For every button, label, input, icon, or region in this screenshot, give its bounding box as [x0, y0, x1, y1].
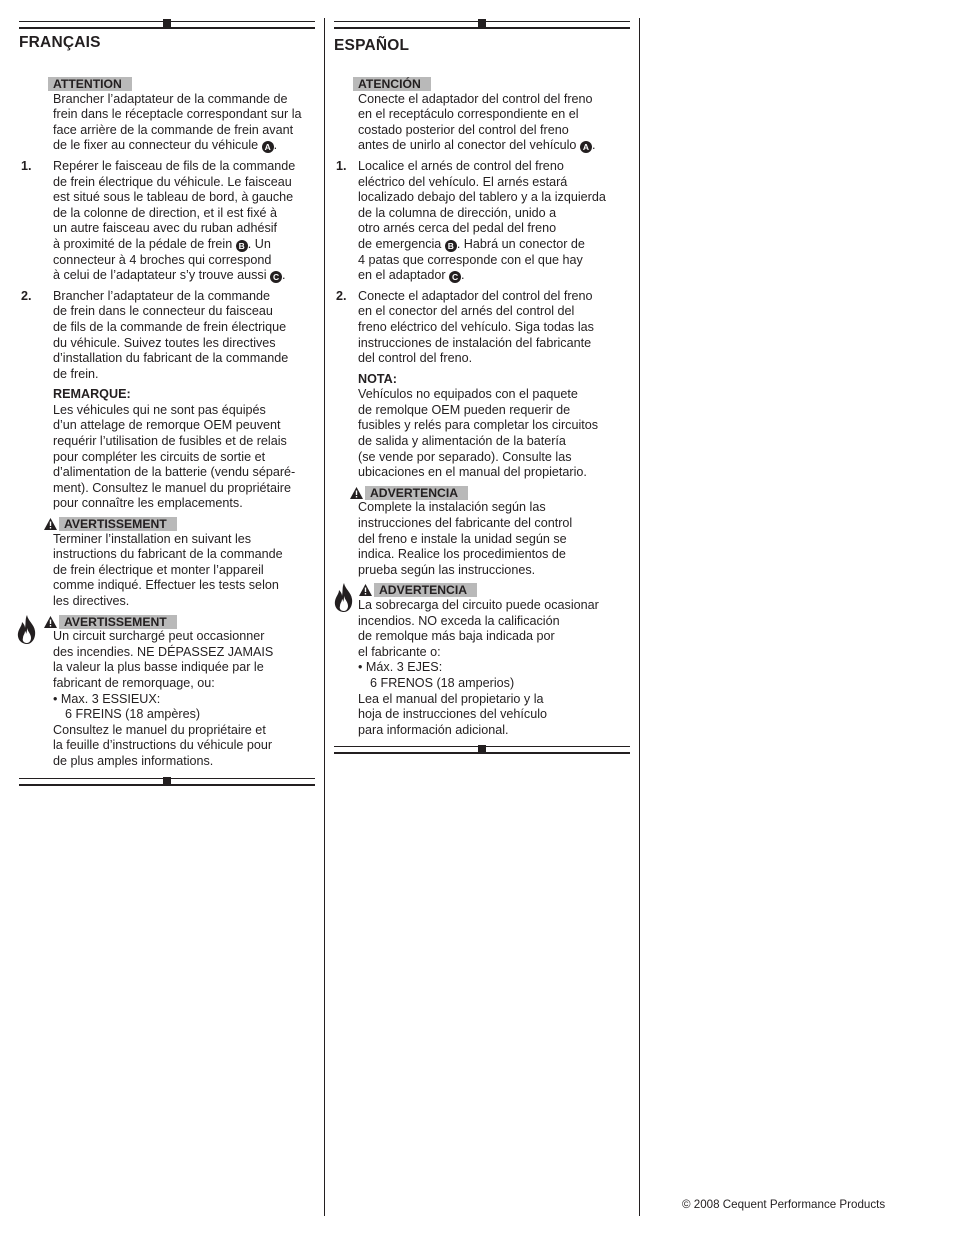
step-number: 2.	[21, 288, 32, 303]
warning-label: ADVERTENCIA	[365, 486, 468, 500]
rule-marker	[478, 745, 486, 753]
callout-b-icon: B	[445, 240, 457, 252]
callout-c-icon: C	[449, 271, 461, 283]
step-2: 2. Conecte el adaptador del control del freno en el conector del arnés del control del freno eléctrico del vehículo. Siga todas las instrucciones de instalación del fabricante del control del freno. NOTA: Vehículos no equipados con el paquete de remolque OEM pueden requerir de fusibles y relés para completar los circuitos de salida y alimentación de la batería (se vende por separado). Consulte las ubicaciones en el manual del propietario.	[334, 289, 634, 481]
attention-text: Brancher l’adaptateur de la commande de frein dans le réceptacle correspondant sur la face arrière de la commande de frein avant de le fixer au connecteur du véhicule A .	[53, 91, 302, 153]
step-2: 2. Brancher l’adaptateur de la commande de frein dans le connecteur du faisceau de fils de la commande de frein électrique du véhicule. Suivez toutes les directives d’installation du fabricant de la commande de frein. REMARQUE: Les véhicules qui ne sont pas équipés d’un attelage de remorque OEM peuvent requérir l’utilisation de fusibles et de relais pour compléter les circuits de sortie et d’alimentation de la batterie (vendu séparé- ment). Consultez le manuel du propriétaire pour connaître les emplacements.	[19, 289, 319, 512]
copyright-footer: © 2008 Cequent Performance Products	[682, 1198, 886, 1211]
step-number: 2.	[336, 288, 347, 303]
french-content	[19, 76, 319, 770]
warning-triangle-icon	[350, 487, 363, 499]
attention-label: ATTENTION	[48, 77, 132, 91]
rule-marker	[163, 19, 171, 27]
attention-label: ATENCIÓN	[353, 77, 431, 91]
warning-1-text: Complete la instalación según las instrucciones del fabricante del control del freno e instale la unidad según se indica. Realice los procedimientos de prueba según las instrucciones.	[358, 500, 573, 577]
spanish-content	[334, 76, 634, 738]
warning-label: AVERTISSEMENT	[59, 517, 177, 531]
warning-label: AVERTISSEMENT	[59, 615, 177, 629]
rule-marker	[478, 19, 486, 27]
section-title-spanish: ESPAÑOL	[334, 37, 410, 54]
callout-a-icon: A	[262, 141, 274, 153]
callout-b-icon: B	[236, 240, 248, 252]
step-1: 1. Localice el arnés de control del freno eléctrico del vehículo. El arnés estará localizado debajo del tablero y a la izquierda de la columna de dirección, unido a otro arnés cerca del pedal del freno de emergencia B . Habrá un conector de 4 patas que corresponde con el que hay en el adaptador C .	[336, 158, 606, 283]
nota-label: NOTA:	[358, 371, 397, 386]
callout-c-icon: C	[270, 271, 282, 283]
column-divider-right	[639, 18, 640, 1216]
attention-text: Conecte el adaptador del control del freno en el receptáculo correspondiente en el costado posterior del control del freno antes de unirlo al conector del vehículo A .	[358, 91, 596, 153]
remarque-label: REMARQUE:	[53, 387, 131, 402]
column-divider-left	[324, 18, 325, 1216]
warning-1-text: Terminer l’installation en suivant les instructions du fabricant de la commande de frein électrique et monter l’appareil comme indiqué. Effectuer les tests selon les directives.	[53, 531, 283, 608]
step-1: 1. Repérer le faisceau de fils de la commande de frein électrique du véhicule. Le faisceau est situé sous le tableau de bord, à gauche de la colonne de direction, et il est fixé à un autre faisceau avec du ruban adhésif à proximité de la pédale de frein B . Un connecteur à 4 broches qui correspond à celui de l’adaptateur s’y trouve aussi C .	[21, 158, 296, 283]
warning-label: ADVERTENCIA	[374, 583, 477, 597]
warning-triangle-icon	[44, 518, 57, 530]
warning-2-text: La sobrecarga del circuito puede ocasionar incendios. NO exceda la calificación de remolque más baja indicada por el fabricante o: • Máx. 3 EJES: 6 FRENOS (18 amperios) Lea el manual del propietario y la hoja de instrucciones del vehículo para información adicional.	[358, 598, 599, 737]
section-title-french: FRANÇAIS	[19, 34, 101, 51]
callout-a-icon: A	[580, 141, 592, 153]
rule-marker	[163, 777, 171, 785]
step-number: 1.	[336, 158, 347, 173]
warning-triangle-icon	[44, 616, 57, 628]
warning-triangle-icon	[359, 584, 372, 596]
step-number: 1.	[21, 158, 32, 173]
warning-2-text: Un circuit surchargé peut occasionner des incendies. NE DÉPASSEZ JAMAIS la valeur la plus basse indiquée par le fabricant de remorquage, ou: • Max. 3 ESSIEUX: 6 FREINS (18 ampères) Consultez le manuel du propriétaire et la feuille d’instructions du véhicule pour de plus amples informations.	[53, 629, 274, 768]
